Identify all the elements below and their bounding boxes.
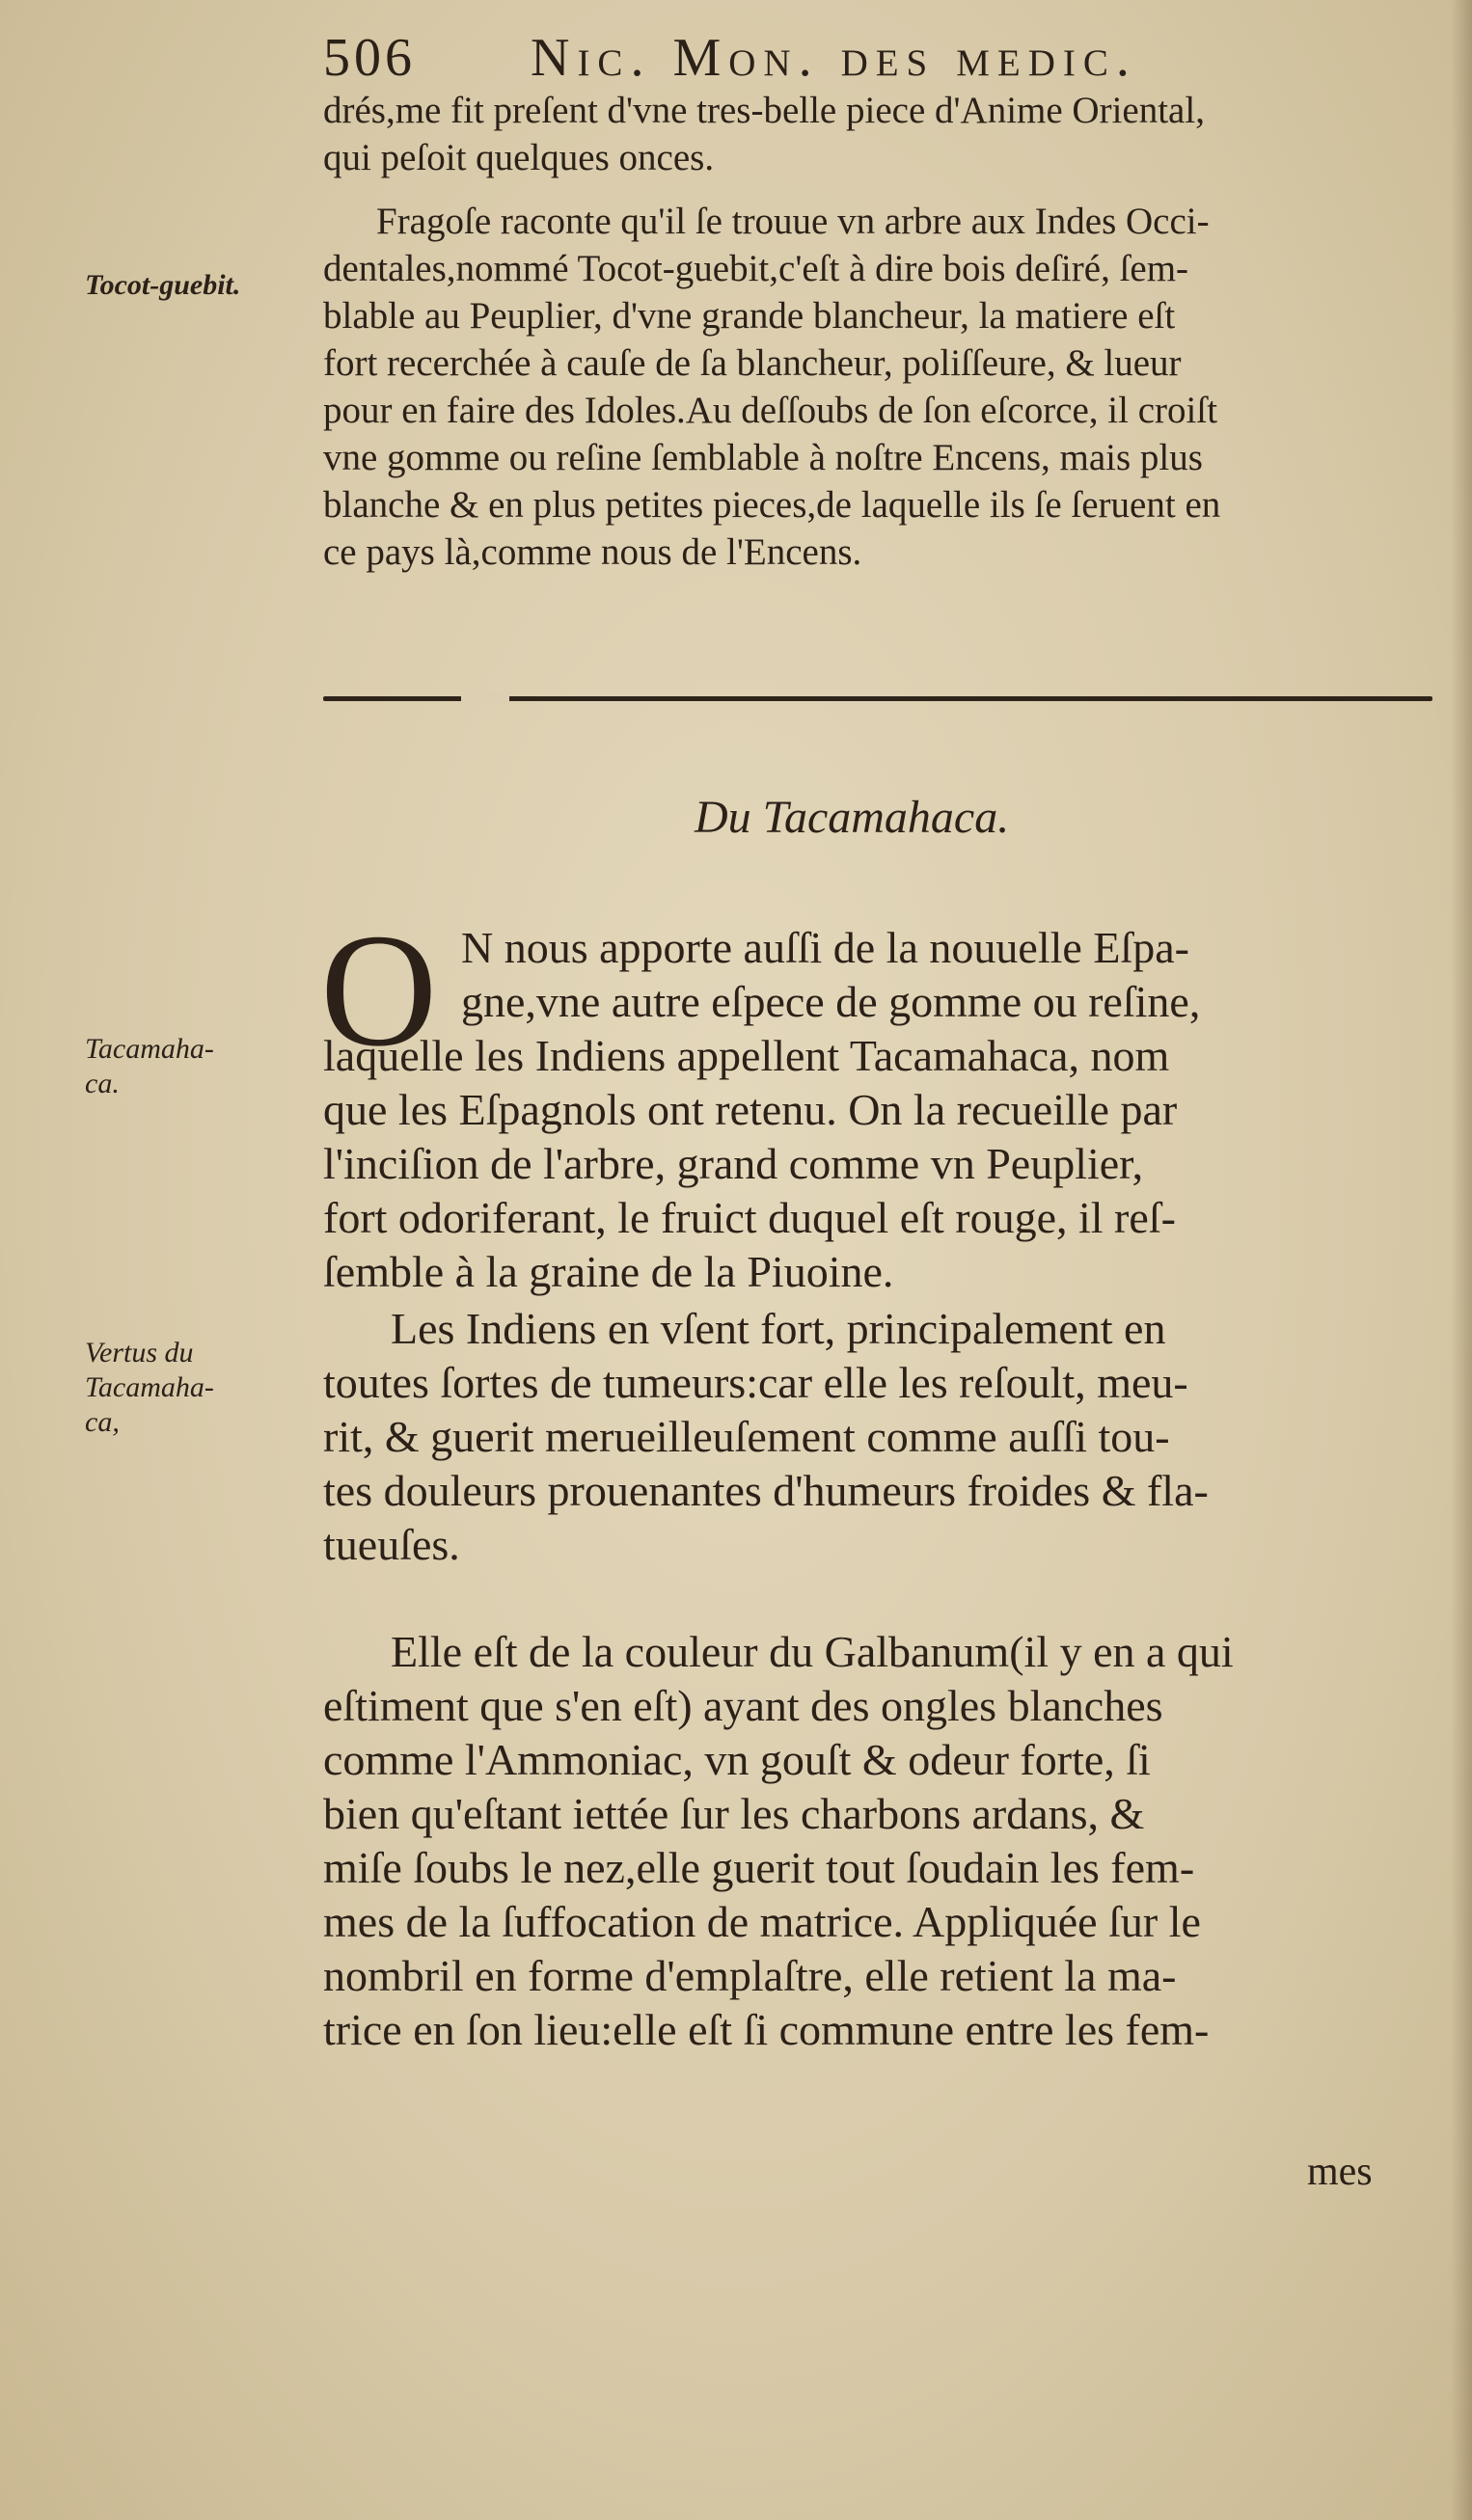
text-line: ſemble à la graine de la Piuoine. xyxy=(323,1247,894,1296)
text-line: miſe ſoubs le nez,elle guerit tout ſoudain les fem- xyxy=(323,1843,1195,1892)
text-line: comme l'Ammoniac, vn gouſt & odeur forte, ſi xyxy=(323,1735,1151,1784)
text-line: dentales,nommé Tocot-guebit,c'eſt à dire bois deſiré, ſem- xyxy=(323,248,1189,289)
text-line: Elle eſt de la couleur du Galbanum(il y en a qui xyxy=(391,1627,1234,1676)
margin-note-tacamahaca xyxy=(85,1032,316,1101)
text-line: N nous apporte auſſi de la nouuelle Eſpa- xyxy=(461,923,1189,972)
text-line: blable au Peuplier, d'vne grande blancheur, la matiere eſt xyxy=(323,295,1176,337)
margin-note-line: ca. xyxy=(85,1068,120,1099)
text-line: toutes ſortes de tumeurs:car elle les reſoult, meu- xyxy=(323,1358,1188,1407)
text-line: ce pays là,comme nous de l'Encens. xyxy=(323,531,862,573)
text-line: l'inciſion de l'arbre, grand comme vn Peuplier, xyxy=(323,1139,1144,1188)
text-line: tes douleurs prouenantes d'humeurs froides & fla- xyxy=(323,1466,1209,1515)
running-head: Nic. Mon. des medic. xyxy=(531,28,1137,88)
text-line: gne,vne autre eſpece de gomme ou reſine, xyxy=(461,977,1201,1026)
text-line: mes de la ſuffocation de matrice. Appliquée ſur le xyxy=(323,1897,1201,1946)
text-line: fort odoriferant, le fruict duquel eſt rouge, il reſ- xyxy=(323,1193,1176,1242)
page-edge-shadow xyxy=(1451,0,1472,2520)
margin-note-tocot-guebit: Tocot-guebit. xyxy=(85,269,241,301)
text-line: tueuſes. xyxy=(323,1520,460,1569)
page-header xyxy=(323,27,1346,95)
text-block-tocot-guebit xyxy=(323,198,1442,576)
catchword: mes xyxy=(1307,2150,1373,2194)
text-line: laquelle les Indiens appellent Tacamahaca, nom xyxy=(323,1031,1170,1080)
margin-note-line: Tacamaha- xyxy=(85,1371,214,1403)
text-line: vne gomme ou reſine ſemblable à noſtre Encens, mais plus xyxy=(323,437,1203,478)
text-block-anime xyxy=(323,87,1442,181)
paragraph-couleur xyxy=(323,1625,1442,2057)
section-title: Du Tacamahaca. xyxy=(695,792,1010,843)
text-line: trice en ſon lieu:elle eſt ſi commune entre les fem- xyxy=(323,2005,1210,2054)
paragraph-intro-head xyxy=(461,921,1435,1029)
margin-note-line: Vertus du xyxy=(85,1337,194,1368)
drop-cap: O xyxy=(320,901,438,1080)
text-line: Fragoſe raconte qu'il ſe trouue vn arbre aux Indes Occi- xyxy=(376,201,1210,242)
text-line: bien qu'eſtant iettée ſur les charbons ardans, & xyxy=(323,1789,1145,1838)
text-line: drés,me fit preſent d'vne tres-belle piece d'Anime Oriental, xyxy=(323,90,1205,131)
text-line: rit, & guerit merueilleuſement comme auſſi tou- xyxy=(323,1412,1170,1461)
text-line: qui peſoit quelques onces. xyxy=(323,137,715,178)
margin-note-line: Tacamaha- xyxy=(85,1033,214,1065)
margin-note-vertus xyxy=(85,1336,316,1440)
text-line: eſtiment que s'en eſt) ayant des ongles blanches xyxy=(323,1681,1163,1730)
text-line: que les Eſpagnols ont retenu. On la recueille par xyxy=(323,1085,1178,1134)
paragraph-intro xyxy=(323,1029,1442,1299)
text-line: pour en faire des Idoles.Au deſſoubs de ſon eſcorce, il croiſt xyxy=(323,390,1218,431)
text-line: Les Indiens en vſent fort, principalement en xyxy=(391,1304,1166,1353)
text-line: blanche & en plus petites pieces,de laquelle ils ſe ſeruent en xyxy=(323,484,1221,526)
divider-break xyxy=(461,692,509,704)
text-line: fort recerchée à cauſe de ſa blancheur, poliſſeure, & lueur xyxy=(323,342,1182,384)
text-line: nombril en forme d'emplaſtre, elle retient la ma- xyxy=(323,1951,1177,2000)
paragraph-vertus xyxy=(323,1302,1442,1572)
page-number: 506 xyxy=(323,28,416,88)
margin-note-line: ca, xyxy=(85,1406,120,1438)
